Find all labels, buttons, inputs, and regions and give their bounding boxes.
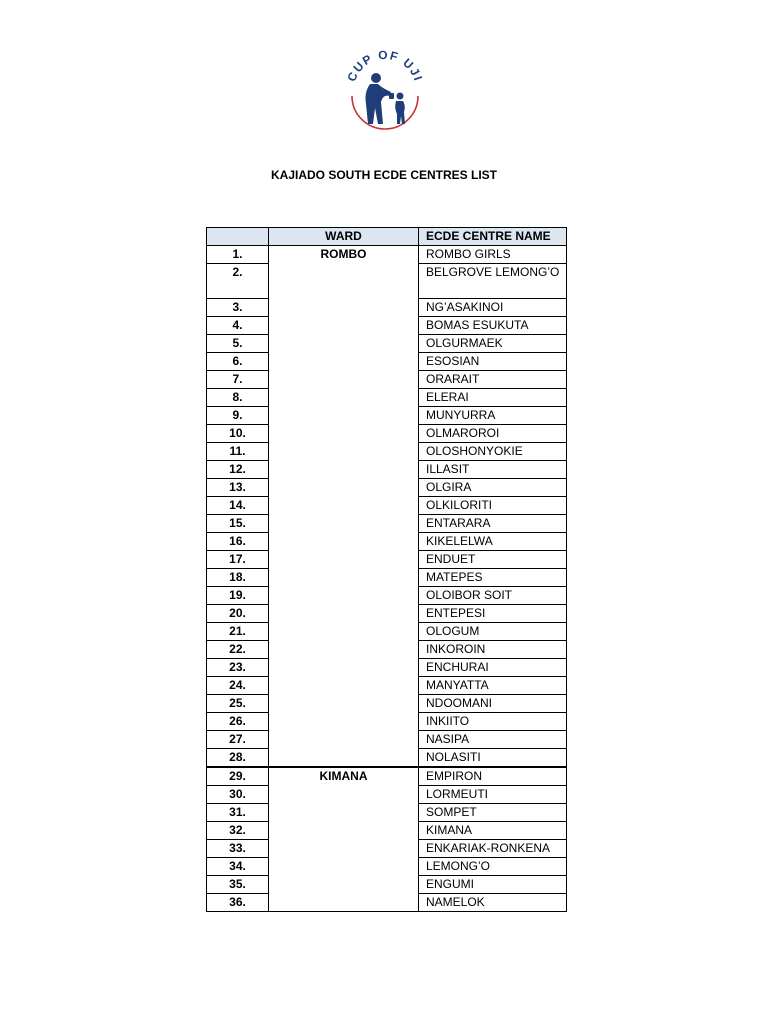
row-number: 20.	[207, 605, 269, 623]
centre-name: INKOROIN	[419, 641, 567, 659]
row-number: 28.	[207, 749, 269, 768]
row-number: 17.	[207, 551, 269, 569]
centre-name: OLMAROROI	[419, 425, 567, 443]
centre-name: OLGIRA	[419, 479, 567, 497]
centre-name: OLKILORITI	[419, 497, 567, 515]
centre-name: OLOIBOR SOIT	[419, 587, 567, 605]
centre-name: NAMELOK	[419, 894, 567, 912]
centre-name: ORARAIT	[419, 371, 567, 389]
centre-name: ENGUMI	[419, 876, 567, 894]
row-number: 29.	[207, 767, 269, 786]
document-title: KAJIADO SOUTH ECDE CENTRES LIST	[270, 168, 498, 182]
centre-name: ENDUET	[419, 551, 567, 569]
centre-name: OLOGUM	[419, 623, 567, 641]
row-number: 32.	[207, 822, 269, 840]
centre-name: ENKARIAK-RONKENA	[419, 840, 567, 858]
centre-name: ENTEPESI	[419, 605, 567, 623]
table-row	[207, 767, 567, 786]
row-number: 5.	[207, 335, 269, 353]
table-row	[207, 246, 567, 264]
centre-name: SOMPET	[419, 804, 567, 822]
centre-name: MANYATTA	[419, 677, 567, 695]
row-number: 23.	[207, 659, 269, 677]
ecde-centres-table	[206, 227, 567, 912]
table-header-row	[207, 228, 567, 246]
centre-name: LORMEUTI	[419, 786, 567, 804]
row-number: 16.	[207, 533, 269, 551]
header-number	[207, 228, 269, 246]
row-number: 30.	[207, 786, 269, 804]
centre-name: BELGROVE LEMONG’O	[419, 264, 567, 299]
row-number: 6.	[207, 353, 269, 371]
centre-name: BOMAS ESUKUTA	[419, 317, 567, 335]
centre-name: ROMBO GIRLS	[419, 246, 567, 264]
centre-name: NG’ASAKINOI	[419, 299, 567, 317]
centre-name: NOLASITI	[419, 749, 567, 768]
header-centre-name: ECDE CENTRE NAME	[419, 228, 567, 246]
row-number: 7.	[207, 371, 269, 389]
centre-name: ESOSIAN	[419, 353, 567, 371]
row-number: 24.	[207, 677, 269, 695]
row-number: 12.	[207, 461, 269, 479]
row-number: 18.	[207, 569, 269, 587]
centre-name: NASIPA	[419, 731, 567, 749]
row-number: 31.	[207, 804, 269, 822]
row-number: 14.	[207, 497, 269, 515]
row-number: 36.	[207, 894, 269, 912]
logo-text: CUP OF UJI	[344, 47, 426, 84]
centre-name: OLGURMAEK	[419, 335, 567, 353]
ward-cell: KIMANA	[269, 767, 419, 912]
centre-name: INKIITO	[419, 713, 567, 731]
centre-name: EMPIRON	[419, 767, 567, 786]
row-number: 21.	[207, 623, 269, 641]
centre-name: KIKELELWA	[419, 533, 567, 551]
cup-of-uji-logo	[340, 46, 430, 138]
row-number: 27.	[207, 731, 269, 749]
row-number: 26.	[207, 713, 269, 731]
centre-name: ENCHURAI	[419, 659, 567, 677]
header-ward: WARD	[269, 228, 419, 246]
table-body	[207, 246, 567, 912]
centre-name: ENTARARA	[419, 515, 567, 533]
ward-cell: ROMBO	[269, 246, 419, 768]
row-number: 4.	[207, 317, 269, 335]
logo-graphic	[340, 46, 430, 138]
row-number: 25.	[207, 695, 269, 713]
row-number: 13.	[207, 479, 269, 497]
row-number: 1.	[207, 246, 269, 264]
centre-name: ILLASIT	[419, 461, 567, 479]
centre-name: MUNYURRA	[419, 407, 567, 425]
row-number: 35.	[207, 876, 269, 894]
row-number: 10.	[207, 425, 269, 443]
row-number: 9.	[207, 407, 269, 425]
row-number: 11.	[207, 443, 269, 461]
row-number: 2.	[207, 264, 269, 299]
centre-name: KIMANA	[419, 822, 567, 840]
centre-name: ELERAI	[419, 389, 567, 407]
centre-name: MATEPES	[419, 569, 567, 587]
row-number: 22.	[207, 641, 269, 659]
row-number: 34.	[207, 858, 269, 876]
centre-name: LEMONG’O	[419, 858, 567, 876]
centre-name: NDOOMANI	[419, 695, 567, 713]
centre-name: OLOSHONYOKIE	[419, 443, 567, 461]
row-number: 8.	[207, 389, 269, 407]
row-number: 19.	[207, 587, 269, 605]
row-number: 3.	[207, 299, 269, 317]
row-number: 15.	[207, 515, 269, 533]
row-number: 33.	[207, 840, 269, 858]
